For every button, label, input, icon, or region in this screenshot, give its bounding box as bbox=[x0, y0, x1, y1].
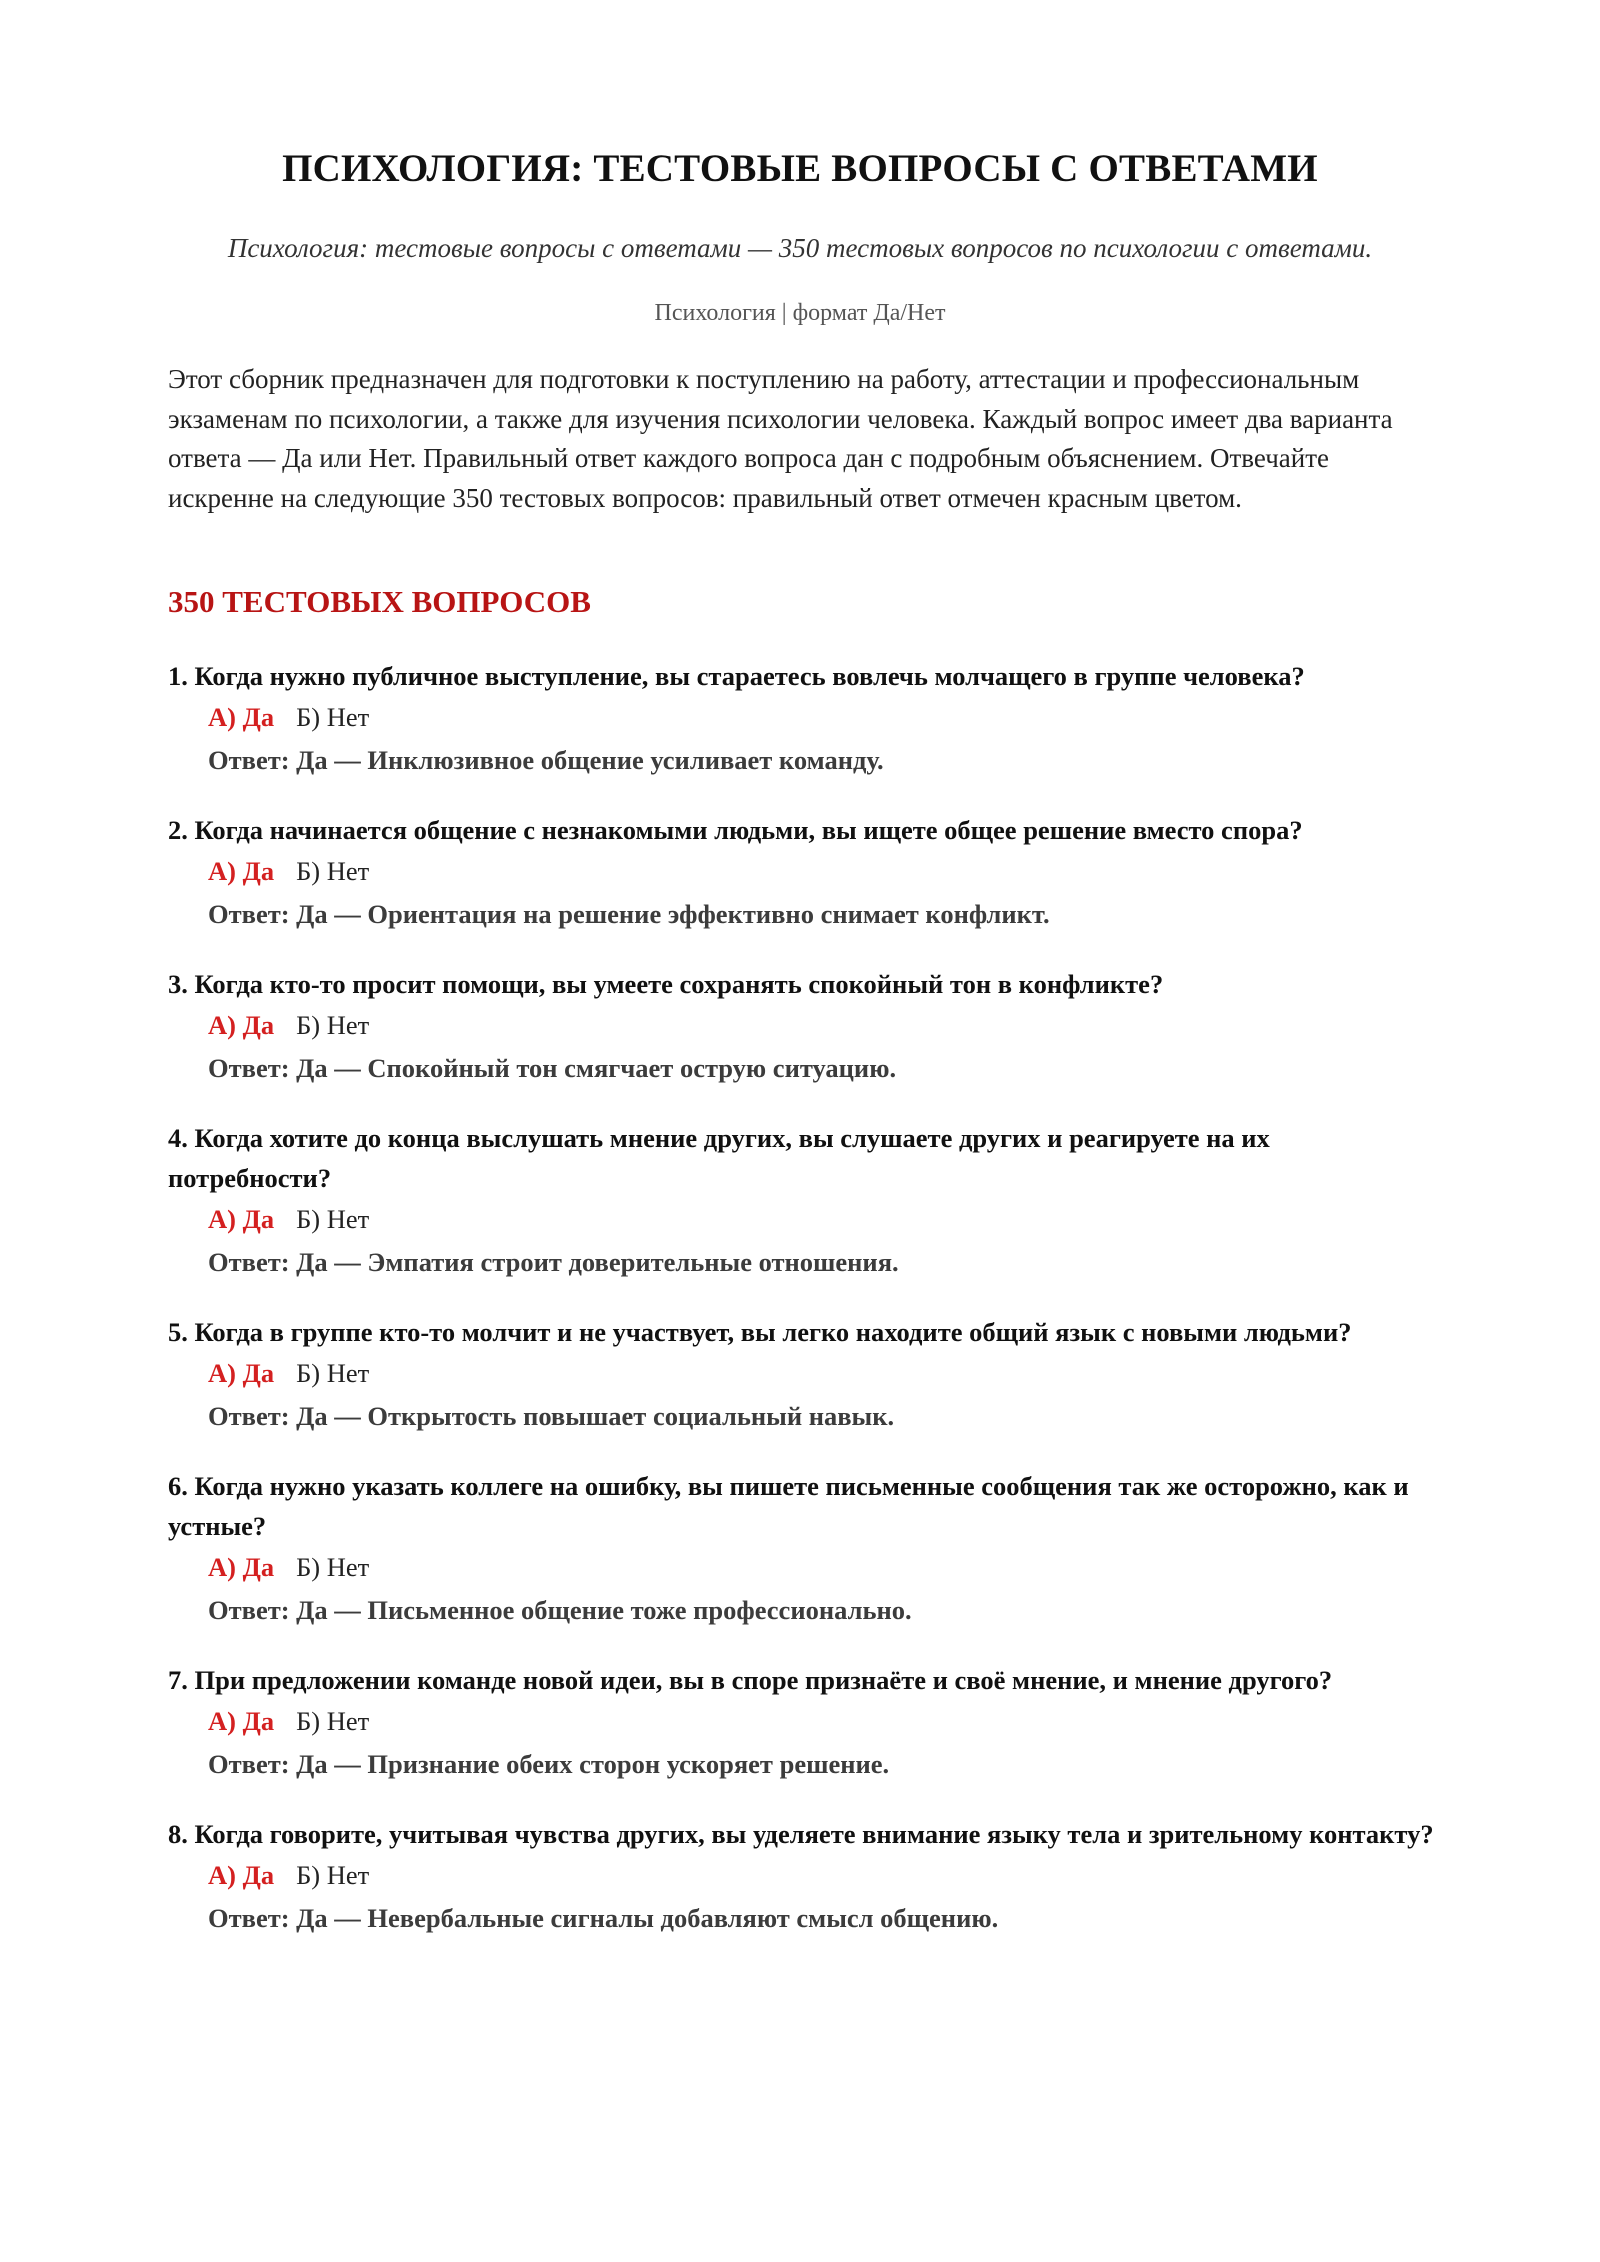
answer-explanation: Ответ: Да — Признание обеих сторон ускоряет решение. bbox=[208, 1749, 890, 1779]
option-a-correct: А) Да bbox=[208, 856, 275, 886]
question-text: 8. Когда говорите, учитывая чувства других, вы уделяете внимание языку тела и зрительному контакту? bbox=[168, 1819, 1434, 1849]
answer-explanation: Ответ: Да — Открытость повышает социальный навык. bbox=[208, 1401, 895, 1431]
answer-explanation: Ответ: Да — Ориентация на решение эффективно снимает конфликт. bbox=[208, 899, 1050, 929]
section-heading: 350 ТЕСТОВЫХ ВОПРОСОВ bbox=[168, 584, 591, 619]
question-item-3 bbox=[168, 964, 1438, 1090]
question-text: 4. Когда хотите до конца выслушать мнение других, вы слушаете других и реагируете на их потребности? bbox=[168, 1123, 1270, 1193]
question-text: 7. При предложении команде новой идеи, вы в споре признаёте и своё мнение, и мнение другого? bbox=[168, 1665, 1333, 1695]
answer-explanation: Ответ: Да — Письменное общение тоже профессионально. bbox=[208, 1595, 912, 1625]
question-text: 6. Когда нужно указать коллеге на ошибку, вы пишете письменные сообщения так же осторожно, как и устные? bbox=[168, 1471, 1409, 1541]
option-b: Б) Нет bbox=[296, 856, 370, 886]
answer-options bbox=[208, 1004, 1438, 1046]
answer-options bbox=[208, 1198, 1438, 1240]
question-item-4 bbox=[168, 1118, 1438, 1284]
answer-explanation: Ответ: Да — Инклюзивное общение усиливает команду. bbox=[208, 745, 884, 775]
option-a-correct: А) Да bbox=[208, 1552, 275, 1582]
answer-options bbox=[208, 1352, 1438, 1394]
question-item-7 bbox=[168, 1660, 1438, 1786]
option-a-correct: А) Да bbox=[208, 1706, 275, 1736]
option-b: Б) Нет bbox=[296, 1706, 370, 1736]
question-text: 2. Когда начинается общение с незнакомыми людьми, вы ищете общее решение вместо спора? bbox=[168, 815, 1303, 845]
option-b: Б) Нет bbox=[296, 1860, 370, 1890]
option-a-correct: А) Да bbox=[208, 1010, 275, 1040]
question-text: 3. Когда кто-то просит помощи, вы умеете сохранять спокойный тон в конфликте? bbox=[168, 969, 1164, 999]
option-a-correct: А) Да bbox=[208, 1358, 275, 1388]
question-item-5 bbox=[168, 1312, 1438, 1438]
page-subtitle: Психология: тестовые вопросы с ответами — 350 тестовых вопросов по психологии с ответами. bbox=[227, 233, 1373, 263]
answer-options bbox=[208, 1700, 1438, 1742]
option-b: Б) Нет bbox=[296, 1010, 370, 1040]
intro-paragraph: Этот сборник предназначен для подготовки к поступлению на работу, аттестации и профессиональным экзаменам по психологии, а также для изучения психологии человека. Каждый вопрос имеет два варианта ответа — Да или Нет. Правильный ответ каждого вопроса дан с подробным объяснением. Отвечайте искренне на следующие 350 тестовых вопросов: правильный ответ отмечен красным цветом. bbox=[168, 364, 1393, 513]
option-b: Б) Нет bbox=[296, 1204, 370, 1234]
question-item-6 bbox=[168, 1466, 1438, 1632]
option-a-correct: А) Да bbox=[208, 1860, 275, 1890]
question-text: 5. Когда в группе кто-то молчит и не участвует, вы легко находите общий язык с новыми людьми? bbox=[168, 1317, 1352, 1347]
question-item-1 bbox=[168, 656, 1438, 782]
page-title: ПСИХОЛОГИЯ: ТЕСТОВЫЕ ВОПРОСЫ С ОТВЕТАМИ bbox=[282, 147, 1318, 190]
option-b: Б) Нет bbox=[296, 1552, 370, 1582]
answer-options bbox=[208, 1546, 1438, 1588]
question-list bbox=[168, 656, 1438, 1940]
question-text: 1. Когда нужно публичное выступление, вы стараетесь вовлечь молчащего в группе человека? bbox=[168, 661, 1305, 691]
question-item-8 bbox=[168, 1814, 1438, 1940]
option-a-correct: А) Да bbox=[208, 702, 275, 732]
option-b: Б) Нет bbox=[296, 702, 370, 732]
format-note: Психология | формат Да/Нет bbox=[654, 300, 946, 326]
option-a-correct: А) Да bbox=[208, 1204, 275, 1234]
answer-options bbox=[208, 850, 1438, 892]
answer-explanation: Ответ: Да — Невербальные сигналы добавляют смысл общению. bbox=[208, 1903, 999, 1933]
option-b: Б) Нет bbox=[296, 1358, 370, 1388]
answer-options bbox=[208, 696, 1438, 738]
answer-explanation: Ответ: Да — Спокойный тон смягчает острую ситуацию. bbox=[208, 1053, 897, 1083]
answer-explanation: Ответ: Да — Эмпатия строит доверительные отношения. bbox=[208, 1247, 899, 1277]
answer-options bbox=[208, 1854, 1438, 1896]
question-item-2 bbox=[168, 810, 1438, 936]
